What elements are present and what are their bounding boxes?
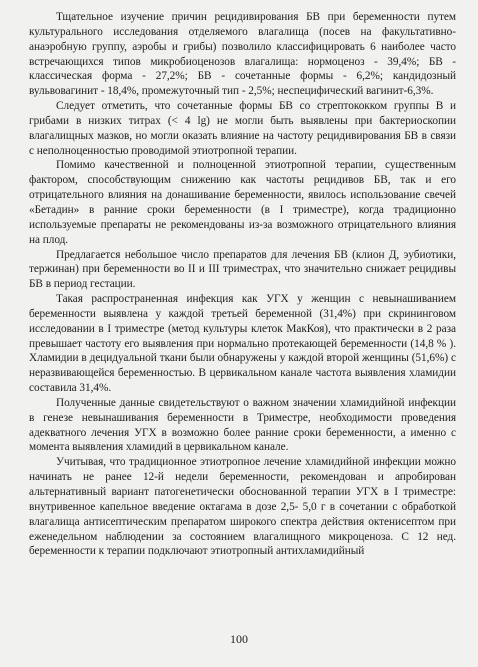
paragraph-chlamydia-prevalence: Такая распространенная инфекция как УГХ у женщин с невынашиванием беременности выявлена у каждой третьей беременной (31,4%) при скрининговом исследовании в I триместре (метод культуры клеток МакКоя), что практически в 2 раза превышает частоту его выявления при нормально протекающей беременности (14,8 % ). Хламидии в децидуальной ткани были обнаружены у каждой второй женщины (51,6%) с неразвивающейся беременностью. В цервикальном канале частота выявления хламидии составила 31,4%.	[29, 293, 456, 395]
paragraph-microbiocenosis-types: Тщательное изучение причин рецидивирования БВ при беременности путем культурального исследования отделяемого влагалища (посев на факультативно-анаэробную группу, аэробы и грибы) позволило классифицировать 6 наиболее часто встречающихся типов микробиоценозов влагалища: нормоценоз - 39,4%; БВ - классическая форма - 27,2%; БВ - сочетанные формы - 6,2%; кандидозный вульвовагинит - 18,4%, промежуточный тип - 2,5%; неспецифический вагинит-6,3%.	[29, 11, 456, 98]
paragraph-chlamydia-significance: Полученные данные свидетельствуют о важном значении хламидийной инфекции в генезе невынашивания беременности в Триместре, необходимости проведения адекватного лечения УГХ в возможно более ранние сроки беременности, а именно с момента выявления хламидий в цервикальном канале.	[29, 396, 456, 454]
paragraph-alternative-therapy: Учитывая, что традиционное этиотропное лечение хламидийной инфекции можно начинать не ранее 12-й недели беременности, рекомендован и апробирован альтернативный вариант патогенетически обоснованной терапии УГХ в I триместре: внутривенное капельное введение октагама в дозе 2,5- 5,0 г в сочетании с обработкой влагалища антисептическим препаратом широкого спектра действия октенисептом при еженедельном наблюдении за состоянием влагалищного микроценоза. С 12 нед. беременности к терапии подключают этиотропный антихламидийный	[29, 456, 456, 558]
page-number: 100	[230, 632, 248, 646]
paragraph-betadine-therapy: Помимо качественной и полноценной этиотропной терапии, существенным фактором, способствующим снижению как частоты рецидивов БВ, так и его отрицательного влияния на донашивание беременности, явилось использование свечей «Бетадин» в ранние сроки беременности (в I триместре), когда традиционно используемые препараты не рекомендованы из-за возможного отрицательного влияния на плод.	[29, 159, 456, 246]
paragraph-proposed-drugs: Предлагается небольшое число препаратов для лечения БВ (клион Д, эубиотики, тержинан) при беременности во II и III триместрах, что значительно снижает рецидивы БВ в период гестации.	[29, 248, 456, 291]
paragraph-combined-forms: Следует отметить, что сочетанные формы БВ со стрептококком группы В и грибами в низких титрах (< 4 lg) не могли быть выявлены при бактериоскопии влагалищных мазков, но могли оказать влияние на частоту рецидивирования БВ в связи с неполноценностью проводимой этиотропной терапии.	[29, 100, 456, 157]
